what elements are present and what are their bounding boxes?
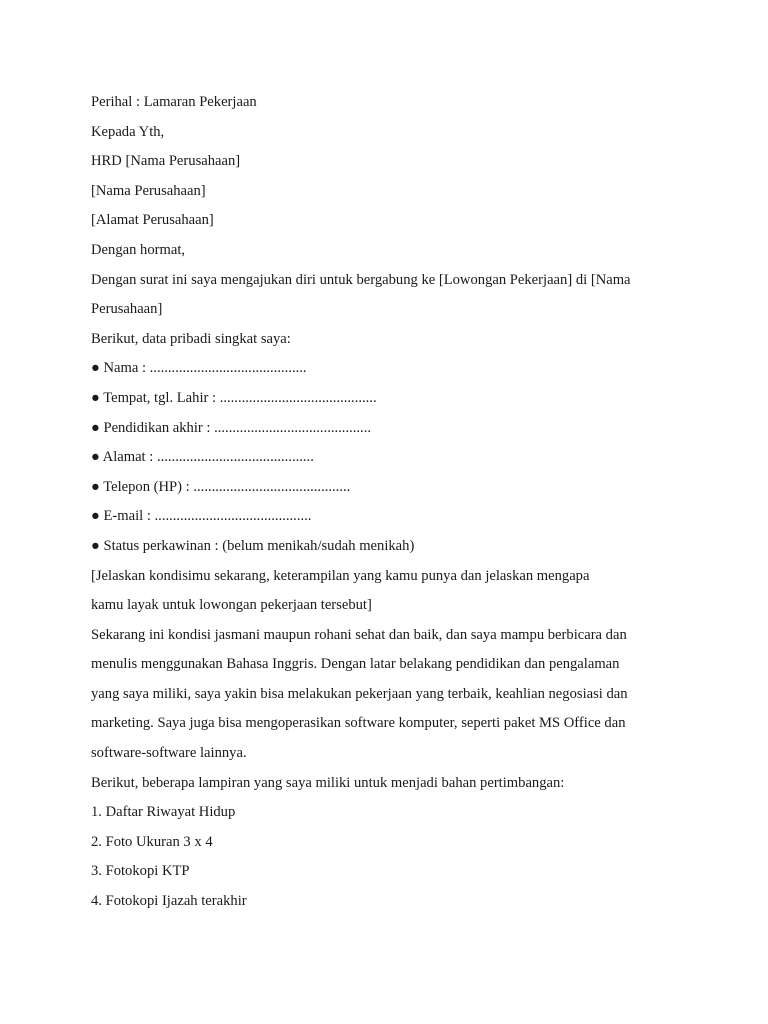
list-item: ● Nama : ........................................... — [91, 360, 307, 377]
body-line: yang saya miliki, saya yakin bisa melakukan pekerjaan yang terbaik, keahlian negosiasi dan — [91, 685, 628, 702]
recipient-line: [Alamat Perusahaan] — [91, 212, 214, 229]
intro-line: Dengan surat ini saya mengajukan diri untuk bergabung ke [Lowongan Pekerjaan] di [Nama — [91, 271, 631, 288]
list-item: 4. Fotokopi Ijazah terakhir — [91, 893, 247, 910]
list-item: ● E-mail : ........................................... — [91, 508, 312, 525]
personal-data-list — [91, 354, 691, 561]
personal-data-intro: Berikut, data pribadi singkat saya: — [91, 330, 291, 347]
letter-body — [91, 88, 691, 917]
instruction-paragraph — [91, 562, 691, 621]
instruction-line: [Jelaskan kondisimu sekarang, keterampilan yang kamu punya dan jelaskan mengapa — [91, 567, 590, 584]
intro-paragraph — [91, 266, 691, 325]
body-line: marketing. Saya juga bisa mengoperasikan software komputer, seperti paket MS Office dan — [91, 715, 626, 732]
body-line: software-software lainnya. — [91, 745, 247, 762]
recipient-line: HRD [Nama Perusahaan] — [91, 153, 241, 170]
intro-line: Perusahaan] — [91, 301, 163, 318]
list-item: 3. Fotokopi KTP — [91, 863, 190, 880]
body-line: Sekarang ini kondisi jasmani maupun rohani sehat dan baik, dan saya mampu berbicara dan — [91, 626, 627, 643]
list-item: 1. Daftar Riwayat Hidup — [91, 804, 236, 821]
attachments-list — [91, 798, 691, 916]
instruction-line: kamu layak untuk lowongan pekerjaan tersebut] — [91, 597, 372, 614]
subject-line: Perihal : Lamaran Pekerjaan — [91, 94, 257, 110]
list-item: ● Status perkawinan : (belum menikah/sudah menikah) — [91, 537, 415, 554]
recipient-line: Kepada Yth, — [91, 123, 165, 140]
recipient-block — [91, 118, 691, 236]
list-item: ● Pendidikan akhir : ........................................... — [91, 419, 371, 436]
list-item: ● Tempat, tgl. Lahir : ........................................... — [91, 389, 377, 406]
recipient-line: [Nama Perusahaan] — [91, 182, 206, 199]
body-line: menulis menggunakan Bahasa Inggris. Dengan latar belakang pendidikan dan pengalaman — [91, 656, 620, 673]
list-item: ● Alamat : ........................................... — [91, 449, 314, 466]
greeting: Dengan hormat, — [91, 241, 186, 258]
list-item: 2. Foto Ukuran 3 x 4 — [91, 833, 213, 850]
body-paragraph — [91, 621, 691, 769]
attachments-intro: Berikut, beberapa lampiran yang saya miliki untuk menjadi bahan pertimbangan: — [91, 774, 565, 791]
list-item: ● Telepon (HP) : ........................................... — [91, 478, 351, 495]
